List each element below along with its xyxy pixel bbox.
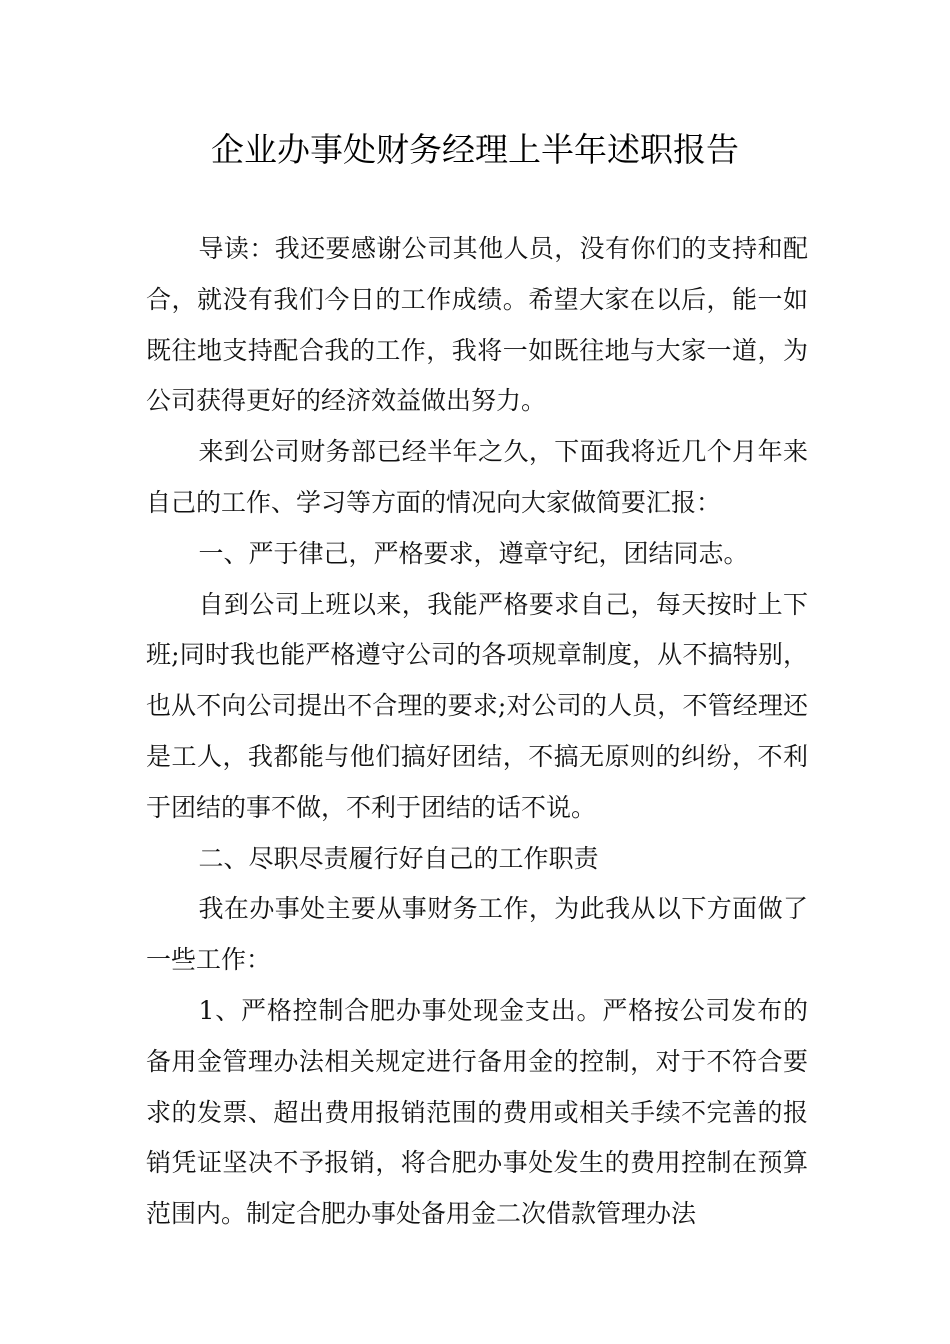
paragraph-intro: 导读：我还要感谢公司其他人员，没有你们的支持和配合，就没有我们今日的工作成绩。希望大家在以后，能一如既往地支持配合我的工作，我将一如既往地与大家一道，为公司获得更好的经济效益做出努力。	[146, 234, 808, 416]
paragraph-overview: 来到公司财务部已经半年之久，下面我将近几个月年来自己的工作、学习等方面的情况向大家做简要汇报：	[146, 437, 808, 517]
section-heading-2: 二、尽职尽责履行好自己的工作职责	[198, 843, 599, 873]
paragraph-discipline: 自到公司上班以来，我能严格要求自己，每天按时上下班;同时我也能严格遵守公司的各项规章制度，从不搞特别，也从不向公司提出不合理的要求;对公司的人员，不管经理还是工人，我都能与他们搞好团结，不搞无原则的纠纷，不利于团结的事不做，不利于团结的话不说。	[146, 589, 808, 822]
paragraph-item-1: 1、严格控制合肥办事处现金支出。严格按公司发布的备用金管理办法相关规定进行备用金的控制，对于不符合要求的发票、超出费用报销范围的费用或相关手续不完善的报销凭证坚决不予报销，将合肥办事处发生的费用控制在预算范围内。制定合肥办事处备用金二次借款管理办法	[146, 995, 808, 1229]
section-heading-1: 一、严于律己，严格要求，遵章守纪，团结同志。	[198, 538, 749, 568]
document-title: 企业办事处财务经理上半年述职报告	[211, 130, 739, 169]
paragraph-duties: 我在办事处主要从事财务工作，为此我从以下方面做了一些工作：	[146, 894, 808, 975]
document-body	[146, 224, 808, 1240]
